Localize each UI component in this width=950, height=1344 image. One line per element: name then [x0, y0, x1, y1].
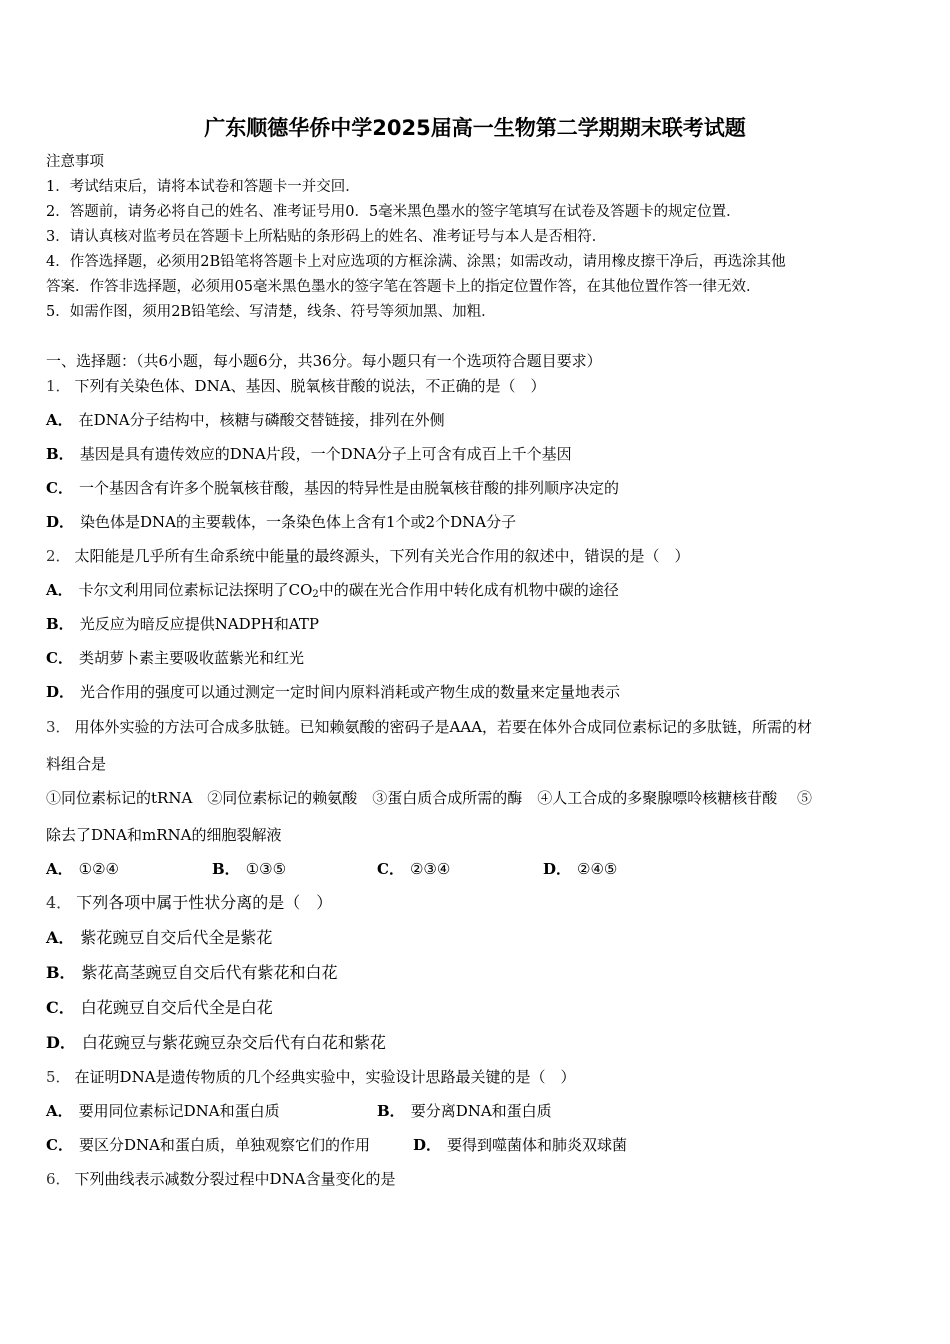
option-label: C．	[46, 998, 75, 1017]
question-3-option-b	[212, 859, 286, 879]
question-text: 用体外实验的方法可合成多肽链。已知赖氨酸的密码子是AAA，若要在体外合成同位素标记的多肽链，所需的材	[74, 718, 813, 736]
question-3-option-d	[543, 859, 617, 879]
option-text: 白花豌豆与紫花豌豆杂交后代有白花和紫花	[81, 1033, 386, 1052]
question-2-option-d	[46, 682, 620, 702]
question-4-option-a	[46, 928, 272, 948]
option-text: 要分离DNA和蛋白质	[410, 1102, 552, 1120]
question-5-option-d	[413, 1135, 627, 1155]
option-text: 一个基因含有许多个脱氧核苷酸，基因的特异性是由脱氧核苷酸的排列顺序决定的	[78, 479, 619, 497]
notice-item: 答案．作答非选择题，必须用05毫米黑色墨水的签字笔在答题卡上的指定位置作答，在其他位置作答一律无效．	[46, 279, 761, 295]
option-label: A．	[46, 1102, 73, 1120]
option-text-before: 卡尔文利用同位素标记法探明了CO	[78, 581, 313, 599]
subscript: 2	[312, 589, 319, 600]
option-text: ①③⑤	[245, 860, 287, 878]
question-5-option-b	[377, 1101, 552, 1121]
notice-item: 4．作答选择题，必须用2B铅笔将答题卡上对应选项的方框涂满、涂黑；如需改动，请用橡皮擦干净后，再选涂其他	[46, 254, 786, 270]
question-4-option-d	[46, 1033, 386, 1053]
option-label: D．	[413, 1136, 442, 1154]
option-text: 在DNA分子结构中，核糖与磷酸交替链接，排列在外侧	[78, 411, 445, 429]
option-text: 要用同位素标记DNA和蛋白质	[78, 1102, 280, 1120]
option-label: A．	[46, 411, 73, 429]
option-text: ②③④	[409, 860, 451, 878]
option-label: A．	[46, 928, 75, 947]
question-number: 6．	[46, 1170, 71, 1188]
option-text: 基因是具有遗传效应的DNA片段，一个DNA分子上可含有成百上千个基因	[79, 445, 572, 463]
question-6-stem	[46, 1169, 396, 1189]
question-3-materials: ①同位素标记的tRNA ②同位素标记的赖氨酸 ③蛋白质合成所需的酶 ④人工合成的多聚腺嘌呤核糖核苷酸 ⑤	[46, 789, 813, 807]
option-text: ②④⑤	[577, 860, 618, 878]
question-2-option-a	[46, 580, 619, 605]
option-label: A．	[46, 860, 73, 878]
page-title: 广东顺德华侨中学2025届高一生物第二学期期末联考试题	[204, 116, 746, 140]
option-label: A．	[46, 581, 73, 599]
question-1-option-a	[46, 410, 445, 430]
question-4-stem	[46, 893, 332, 913]
notice-heading: 注意事项	[46, 154, 104, 170]
notice-item: 3．请认真核对监考员在答题卡上所粘贴的条形码上的姓名、准考证号与本人是否相符．	[46, 229, 607, 245]
question-4-option-c	[46, 998, 273, 1018]
option-text: 类胡萝卜素主要吸收蓝紫光和红光	[78, 649, 304, 667]
option-text: ①②④	[78, 860, 119, 878]
question-number: 1．	[46, 377, 71, 395]
question-5-option-a	[46, 1101, 280, 1121]
question-3-option-a	[46, 859, 119, 879]
question-1-option-b	[46, 444, 572, 464]
question-4-option-b	[46, 963, 338, 983]
option-label: B．	[46, 963, 76, 982]
notice-item: 5．如需作图，须用2B铅笔绘、写清楚，线条、符号等须加黑、加粗．	[46, 304, 496, 320]
option-label: D．	[46, 513, 75, 531]
option-label: D．	[543, 860, 572, 878]
question-1-option-c	[46, 478, 619, 498]
option-label: B．	[212, 860, 240, 878]
question-1-option-d	[46, 512, 516, 532]
question-5-option-c	[46, 1135, 370, 1155]
option-text-after: 中的碳在光合作用中转化成有机物中碳的途径	[318, 581, 619, 599]
question-1-stem	[46, 376, 546, 396]
notice-item: 2．答题前，请务必将自己的姓名、准考证号用0．5毫米黑色墨水的签字笔填写在试卷及答题卡的规定位置．	[46, 204, 741, 220]
question-5-stem	[46, 1067, 576, 1087]
notice-item: 1．考试结束后，请将本试卷和答题卡一并交回．	[46, 179, 360, 195]
question-3-option-c	[377, 859, 450, 879]
option-text: 要区分DNA和蛋白质，单独观察它们的作用	[78, 1136, 370, 1154]
option-label: B．	[46, 615, 74, 633]
option-label: C．	[46, 1136, 73, 1154]
option-label: B．	[377, 1102, 405, 1120]
option-label: B．	[46, 445, 74, 463]
question-number: 4．	[46, 893, 73, 912]
option-text: 白花豌豆自交后代全是白花	[80, 998, 273, 1017]
question-text: 下列各项中属于性状分离的是（ ）	[76, 893, 333, 912]
option-text: 紫花豌豆自交后代全是紫花	[80, 928, 273, 947]
option-text: 要得到噬菌体和肺炎双球菌	[447, 1136, 628, 1154]
section-heading: 一、选择题：（共6小题，每小题6分，共36分。每小题只有一个选项符合题目要求）	[46, 352, 602, 370]
question-text: 下列曲线表示减数分裂过程中DNA含量变化的是	[74, 1170, 396, 1188]
question-3-materials-cont: 除去了DNA和mRNA的细胞裂解液	[46, 826, 282, 844]
option-text: 紫花高茎豌豆自交后代有紫花和白花	[81, 963, 338, 982]
question-text: 在证明DNA是遗传物质的几个经典实验中，实验设计思路最关键的是（ ）	[74, 1068, 576, 1086]
option-text: 光反应为暗反应提供NADPH和ATP	[79, 615, 319, 633]
question-2-stem	[46, 546, 690, 566]
question-2-option-b	[46, 614, 319, 634]
question-3-stem-cont: 料组合是	[46, 755, 107, 773]
question-number: 5．	[46, 1068, 71, 1086]
option-label: C．	[46, 649, 73, 667]
option-label: C．	[377, 860, 404, 878]
question-number: 3．	[46, 718, 71, 736]
option-text: 染色体是DNA的主要载体，一条染色体上含有1个或2个DNA分子	[80, 513, 517, 531]
question-text: 太阳能是几乎所有生命系统中能量的最终源头，下列有关光合作用的叙述中，错误的是（ ）	[74, 547, 690, 565]
question-text: 下列有关染色体、DNA、基因、脱氧核苷酸的说法，不正确的是（ ）	[74, 377, 546, 395]
option-label: D．	[46, 1033, 76, 1052]
option-label: D．	[46, 683, 75, 701]
question-2-option-c	[46, 648, 304, 668]
option-label: C．	[46, 479, 73, 497]
question-number: 2．	[46, 547, 71, 565]
question-3-stem	[46, 717, 812, 737]
option-text: 光合作用的强度可以通过测定一定时间内原料消耗或产物生成的数量来定量地表示	[80, 683, 621, 701]
